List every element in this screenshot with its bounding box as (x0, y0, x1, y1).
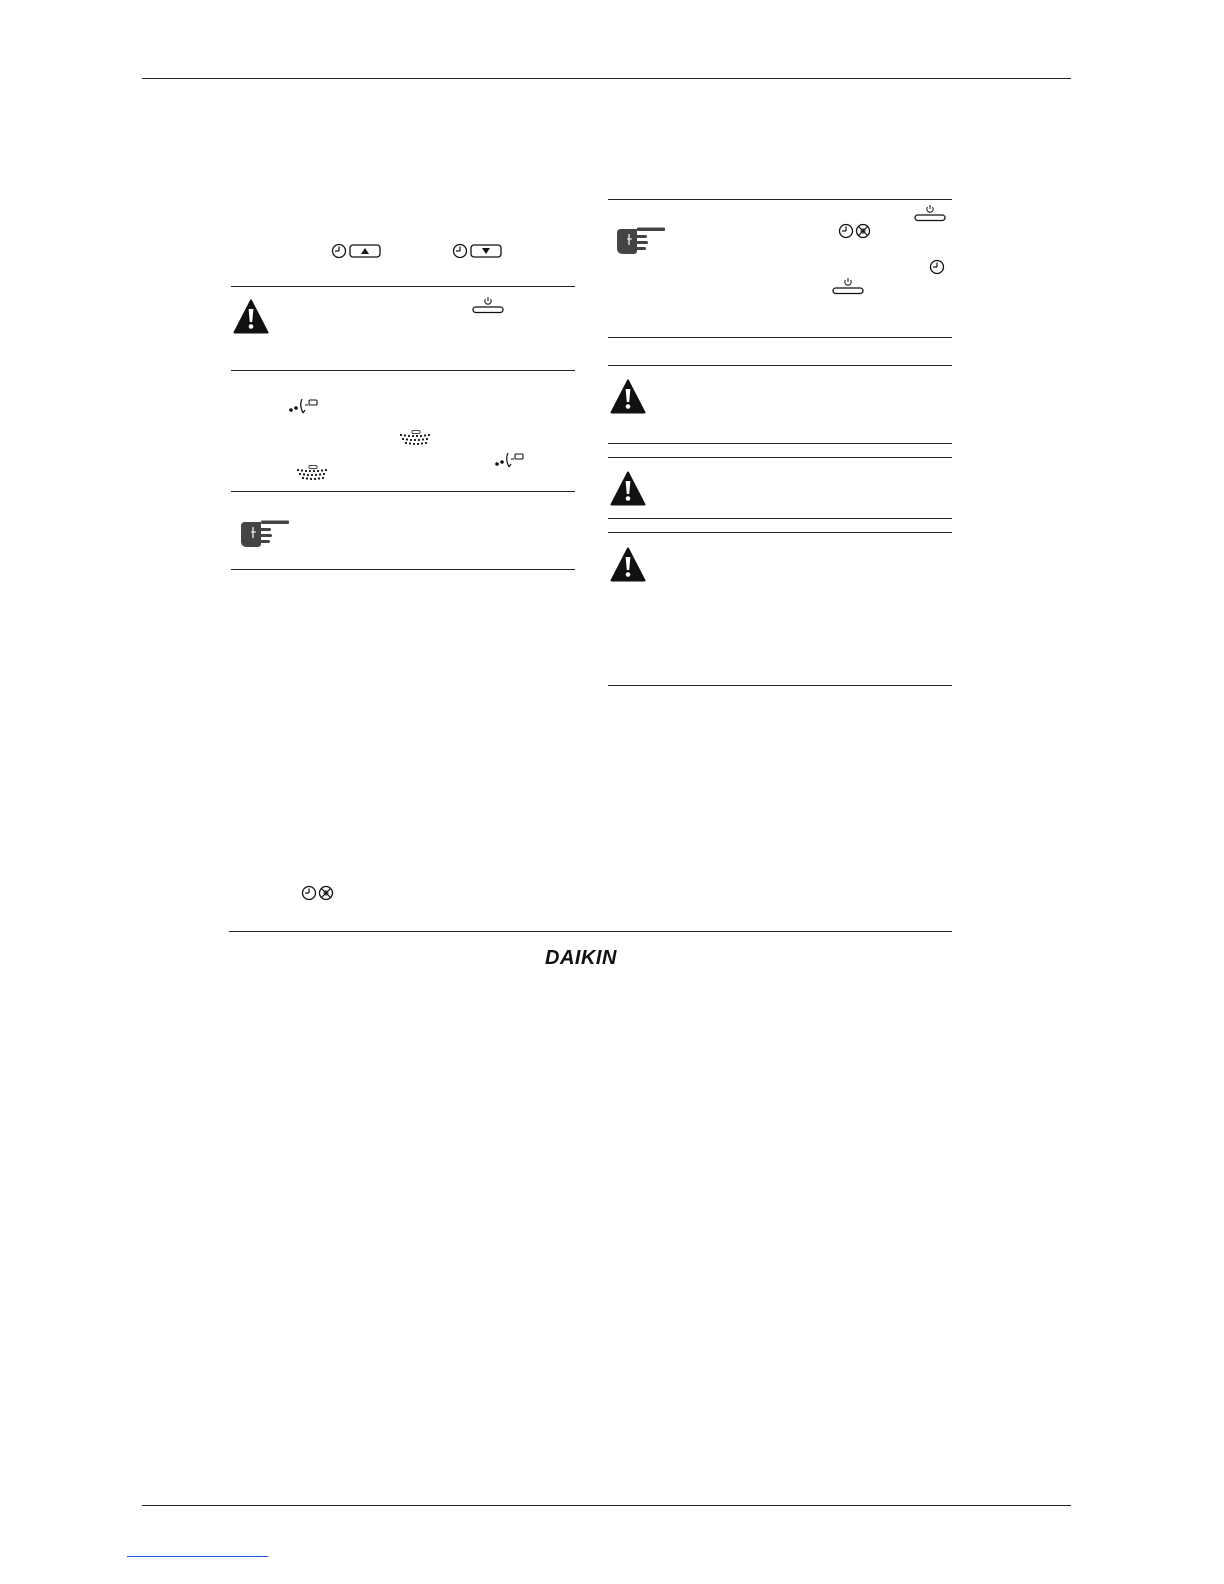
right-warning2-bottom-rule (608, 518, 952, 519)
airflow-swing-icon (288, 396, 320, 416)
airflow-swing-icon (494, 450, 526, 470)
left-box1-bottom-rule (231, 370, 575, 371)
timer-cancel-icon (838, 223, 872, 239)
footer-link-underline (127, 1556, 268, 1557)
content-bottom-rule (229, 931, 952, 932)
warning-triangle-icon (610, 547, 646, 582)
warning-triangle-icon (610, 379, 646, 414)
brand-logo-text: DAIKIN (545, 947, 617, 969)
header-rule (142, 78, 1071, 79)
on-off-button-icon (472, 296, 504, 314)
right-warning1-bottom-rule (608, 443, 952, 444)
on-off-button-icon (832, 277, 864, 295)
footer-rule (142, 1505, 1071, 1506)
right-warning1-top-rule (608, 365, 952, 366)
warning-triangle-icon (233, 299, 269, 334)
timer-clock-icon (929, 259, 945, 275)
pointing-hand-note-icon (615, 225, 667, 255)
right-warning3-bottom-rule (608, 685, 952, 686)
right-warning3-top-rule (608, 532, 952, 533)
daikin-logo (544, 946, 636, 968)
warning-triangle-icon (610, 471, 646, 506)
timer-up-button-icon (331, 243, 381, 259)
pointing-hand-note-icon (239, 518, 291, 548)
timer-down-button-icon (452, 243, 502, 259)
fan-airflow-pattern-icon (399, 430, 433, 448)
fan-airflow-pattern-icon (296, 465, 330, 483)
left-note-bottom-rule (231, 569, 575, 570)
left-box1-top-rule (231, 286, 575, 287)
left-note-top-rule (231, 491, 575, 492)
timer-cancel-icon (301, 885, 335, 901)
right-note-bottom-rule (608, 337, 952, 338)
right-note-top-rule (608, 199, 952, 200)
right-warning2-top-rule (608, 457, 952, 458)
on-off-button-icon (914, 204, 946, 222)
